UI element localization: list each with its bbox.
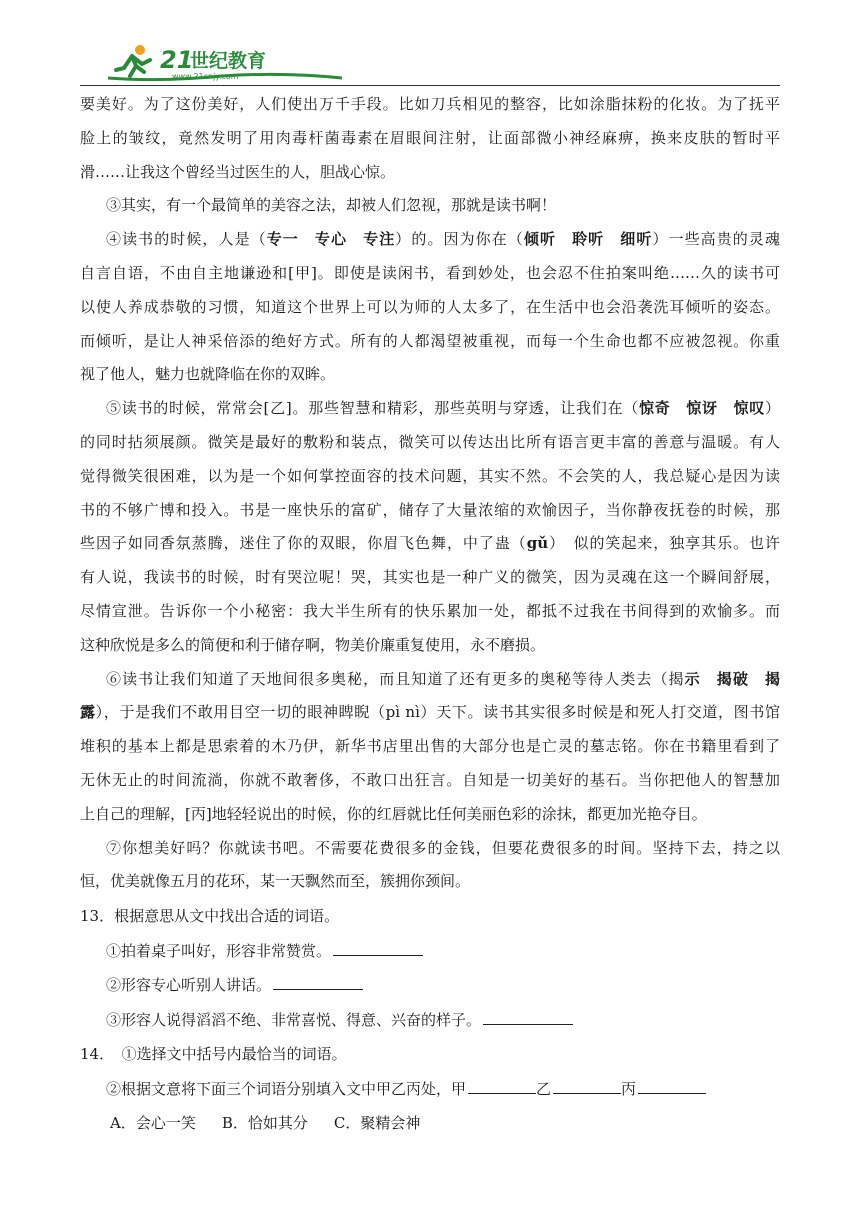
paragraph-line: 上自己的理解，[丙]地轻轻说出的时候，你的红唇就比任何美丽色彩的涂抹，都更加光艳夺目。: [80, 804, 707, 823]
article-body: [80, 88, 780, 1141]
paragraph-line: 以使人养成恭敬的习惯，知道这个世界上可以为师的人太多了，在生活中也会沿袭洗耳倾听的姿态。: [80, 297, 780, 316]
paragraph-line: 视了他人，魅力也就降临在你的双眸。: [80, 365, 336, 384]
paragraph-line: 有人说，我读书的时候，时有哭泣呢！哭，其实也是一种广义的微笑，因为灵魂在这一个瞬间舒展，: [80, 568, 780, 587]
question-text: ②根据文意将下面三个词语分别填入文中甲乙丙处，甲: [106, 1079, 467, 1098]
paragraph-line: 书的不够广博和投入。书是一座快乐的富矿，储存了大量浓缩的欢愉因子，当你静夜抚卷的时候，那: [80, 500, 780, 519]
word-choice-bold: 示 揭破 揭: [684, 669, 780, 688]
text-span: ） 似的笑起来，独享其乐。也许: [548, 534, 780, 553]
text-span: ）一些高贵的灵魂: [652, 230, 780, 249]
question-14: 14． ①选择文中括号内最恰当的词语。: [80, 1045, 347, 1064]
option-c: C．聚精会神: [333, 1114, 421, 1133]
paragraph-line: 的同时拈须展颜。微笑是最好的敷粉和装点，微笑可以传达出比所有语言更丰富的善意与温暖。有人: [80, 432, 780, 451]
answer-blank-jia[interactable]: [468, 1079, 536, 1094]
paragraph-line: 堆积的基本上都是思索着的木乃伊，新华书店里出售的大部分也是亡灵的墓志铭。你在书籍里看到了: [80, 737, 780, 756]
paragraph-line: 脸上的皱纹，竟然发明了用肉毒杆菌毒素在眉眼间注射，让面部微小神经麻痹，换来皮肤的暂时平: [80, 128, 780, 147]
paragraph-5-line-5: [80, 527, 780, 561]
question-13-3: [80, 1003, 780, 1038]
logo-21-text: 21: [160, 46, 194, 74]
answer-blank-bing[interactable]: [638, 1079, 706, 1094]
answer-blank[interactable]: [483, 1010, 573, 1025]
logo-url-text: www.21cnjy.com: [172, 72, 239, 81]
paragraph-line: 无休无止的时间流淌，你就不敢奢侈，不敢口出狂言。自知是一切美好的基石。当你把他人的智慧加: [80, 770, 780, 789]
header-rule: [80, 85, 780, 86]
paragraph-line: 觉得微笑很困难，以为是一个如何掌控面容的技术问题，其实不然。不会笑的人，我总疑心是因为读: [80, 466, 780, 485]
21cnjy-logo: [102, 38, 352, 84]
text-span: ⑥读书让我们知道了天地间很多奥秘，而且知道了还有更多的奥秘等待人类去（揭: [106, 669, 685, 688]
paragraph-3: ③其实，有一个最简单的美容之法，却被人们忽视，那就是读书啊！: [106, 196, 557, 215]
paragraph-6-line-1: [80, 663, 780, 697]
paragraph-6-line-2: [80, 696, 780, 730]
answer-blank-yi[interactable]: [553, 1079, 621, 1094]
paragraph-line: 这种欣悦是多么的简便和利于储存啊，物美价廉重复使用，永不磨损。: [80, 635, 546, 654]
paragraph-line: 恒，优美就像五月的花环，某一天飘然而至，簇拥你颈间。: [80, 872, 471, 891]
question-text: 乙: [536, 1079, 552, 1098]
question-13: 13．根据意思从文中找出合适的词语。: [80, 907, 340, 926]
question-14-options: [80, 1106, 780, 1141]
question-13-1: [80, 934, 780, 969]
paragraph-line: 尽情宣泄。告诉你一个小秘密：我大半生所有的快乐累加一处，都抵不过我在书间得到的欢愉多。而: [80, 601, 780, 620]
question-14-2: [80, 1072, 780, 1107]
question-13-2: [80, 968, 780, 1003]
text-span: ）: [764, 399, 780, 418]
text-span: ），于是我们不敢用目空一切的眼神睥睨（pì nì）天下。读书其实很多时候是和死人打交道，图书馆: [95, 703, 780, 722]
question-text: 丙: [621, 1079, 637, 1098]
answer-blank[interactable]: [273, 975, 363, 990]
paragraph-4-line-1: [80, 223, 780, 257]
question-text: ②形容专心听别人讲话。: [106, 976, 272, 995]
question-text: ①拍着桌子叫好，形容非常赞赏。: [106, 941, 332, 960]
option-a: A．会心一笑: [110, 1114, 196, 1133]
word-choice-bold: 倾听 聆听 细听: [523, 230, 653, 249]
text-span: ⑤读书的时候，常常会[乙]。那些智慧和精彩，那些英明与穿透，让我们在（: [106, 399, 639, 418]
page-header: [80, 38, 780, 86]
answer-blank[interactable]: [333, 941, 423, 956]
option-b: B．恰如其分: [221, 1114, 308, 1133]
logo-cn-text: 世纪教育: [190, 50, 267, 72]
word-choice-bold: 露: [80, 703, 96, 722]
paragraph-line: ⑦你想美好吗？你就读书吧。不需要花费很多的金钱，但要花费很多的时间。坚持下去，持之以: [106, 838, 780, 857]
paragraph-line: 而倾听，是让人神采倍添的绝好方式。所有的人都渴望被重视，而每一个生命也都不应被忽视。你重: [80, 331, 780, 350]
paragraph-5-line-1: [80, 392, 780, 426]
text-span: ④读书的时候，人是（: [106, 230, 267, 249]
question-text: ③形容人说得滔滔不绝、非常喜悦、得意、兴奋的样子。: [106, 1010, 482, 1029]
text-span: ）的。因为你在（: [395, 230, 524, 249]
pinyin-bold: gǔ: [526, 534, 549, 553]
paragraph-line: 滑……让我这个曾经当过医生的人，胆战心惊。: [80, 162, 396, 181]
paragraph-line: 自言自语，不由自主地谦逊和[甲]。即使是读闲书，看到妙处，也会忍不住拍案叫绝……久的读书可: [80, 263, 780, 282]
word-choice-bold: 专一 专心 专注: [266, 230, 396, 249]
paragraph-line: 要美好。为了这份美好，人们使出万千手段。比如刀兵相见的整容，比如涂脂抹粉的化妆。为了抚平: [80, 95, 780, 113]
word-choice-bold: 惊奇 惊讶 惊叹: [638, 399, 765, 418]
text-span: 些因子如同香氛蒸腾，迷住了你的双眼，你眉飞色舞，中了蛊（: [80, 534, 527, 553]
